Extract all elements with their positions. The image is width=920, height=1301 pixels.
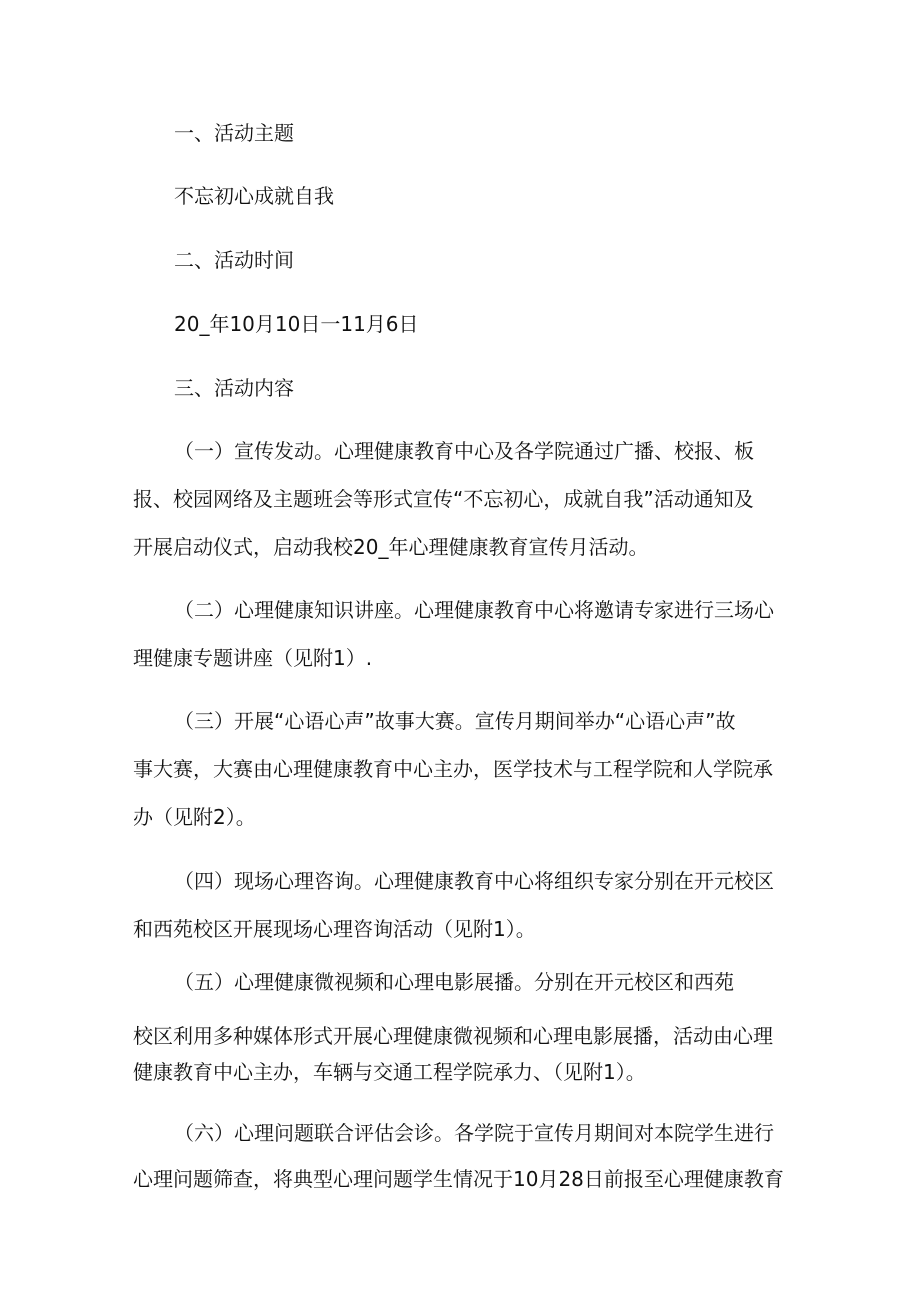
paragraph-line: （三）开展“心语心声”故事大赛。宣传月期间举办“心语心声”故 (174, 709, 736, 733)
paragraph-line: 和西苑校区开展现场心理咨询活动（见附1）。 (133, 917, 536, 941)
paragraph-line: 心理问题筛查，将典型心理问题学生情况于10月28日前报至心理健康教育 (133, 1167, 784, 1191)
paragraph-line: 事大赛，大赛由心理健康教育中心主办，医学技术与工程学院和人学院承 (133, 757, 773, 781)
paragraph-line: 开展启动仪式，启动我校20_年心理健康教育宣传月活动。 (133, 535, 649, 559)
section-heading-theme: 一、活动主题 (174, 121, 294, 145)
paragraph-line: （二）心理健康知识讲座。心理健康教育中心将邀请专家进行三场心 (174, 598, 774, 622)
paragraph-line: 理健康专题讲座（见附1）. (133, 646, 373, 670)
paragraph-line: 办（见附2）。 (133, 805, 256, 829)
section-heading-content: 三、活动内容 (174, 376, 294, 400)
paragraph-line: 校区利用多种媒体形式开展心理健康微视频和心理电影展播，活动由心理 (133, 1024, 773, 1048)
paragraph-line: （六）心理问题联合评估会诊。各学院于宣传月期间对本院学生进行 (174, 1121, 774, 1145)
paragraph-line: （四）现场心理咨询。心理健康教育中心将组织专家分别在开元校区 (174, 869, 774, 893)
section-heading-time: 二、活动时间 (174, 248, 294, 272)
time-text: 20_年10月10日一11月6日 (174, 312, 419, 336)
paragraph-line: （一）宣传发动。心理健康教育中心及各学院通过广播、校报、板 (174, 439, 754, 463)
paragraph-line: 报、校园网络及主题班会等形式宣传“不忘初心，成就自我”活动通知及 (133, 487, 754, 511)
paragraph-line: （五）心理健康微视频和心理电影展播。分别在开元校区和西苑 (174, 970, 734, 994)
theme-text: 不忘初心成就自我 (174, 184, 334, 208)
paragraph-line: 健康教育中心主办，车辆与交通工程学院承力、（见附1）。 (133, 1060, 646, 1084)
